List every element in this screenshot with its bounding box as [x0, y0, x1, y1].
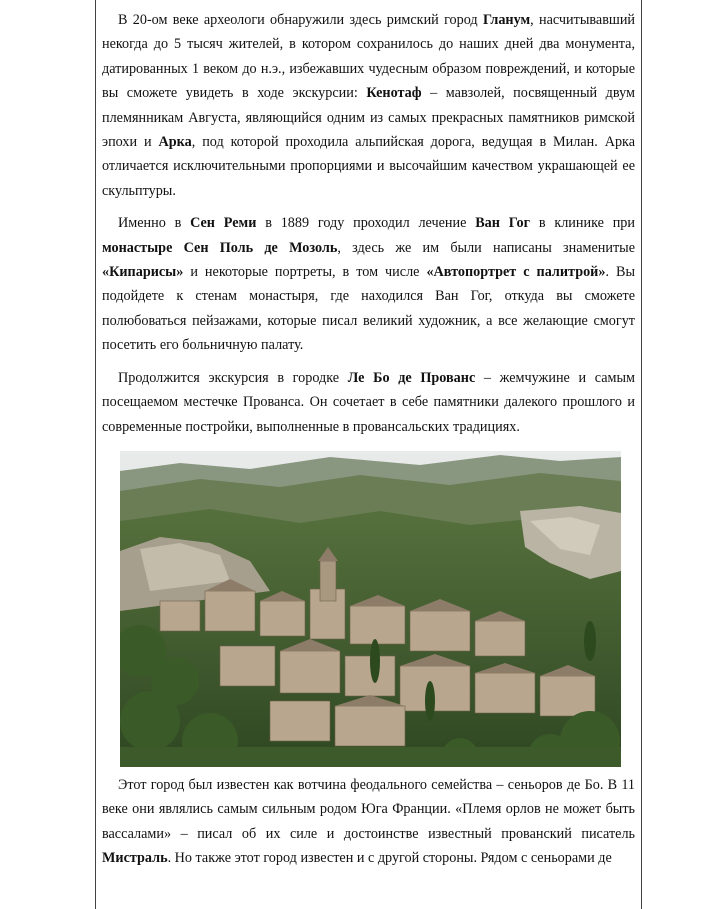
bold-term: Ван Гог [475, 215, 531, 232]
paragraph-seigneurs [102, 773, 635, 871]
text-run: , насчитывавший некогда до 5 тысяч жителей, в котором сохранилось до наших дней два монумента, датированных 1 веком до н.э., избежавших чудесным образом повреждений, и которые вы сможете увидеть в ходе экскурсии: [102, 12, 636, 102]
village-photo-image [120, 451, 621, 767]
text-run: в клинике при [530, 215, 635, 232]
paragraph-glanum [102, 8, 635, 203]
text-run: – мавзолей, посвященный двум племянникам Августа, являющийся одним из самых прекрасных памятников римской эпохи и [102, 85, 635, 151]
bold-term: Гланум [482, 12, 531, 28]
bold-term: Кенотаф [366, 85, 422, 102]
text-run: Продолжится экскурсия в городке [118, 369, 348, 386]
text-run: , под которой проходила альпийская дорога, ведущая в Милан. Арка отличается исключительными пропорциями и высочайшим качеством украшающей ее скульптуры. [102, 134, 636, 199]
bold-term: Ле Бо де Прованс [347, 369, 476, 386]
text-run: и некоторые портреты, в том числе [183, 264, 427, 281]
text-run: в 1889 году проходил лечение [256, 215, 476, 232]
paragraph-les-baux [102, 366, 635, 439]
bold-term: монастыре Сен Поль де Мозоль [102, 239, 338, 256]
text-run: . Вы подойдете к стенам монастыря, где находился Ван Гог, откуда вы сможете полюбоваться пейзажами, которые писал великий художник, а все желающие смогут посетить его больничную палату. [102, 264, 635, 354]
text-run: Этот город был известен как вотчина феодального семейства – сеньоров де Бо. В 11 веке они являлись самым сильным родом Юга Франции. «Племя орлов не может быть вассалами» – писал об их силе и достоинстве известный прованский писатель [102, 776, 635, 842]
village-photo [120, 451, 621, 767]
bold-term: «Автопортрет с палитрой» [426, 264, 606, 281]
document-page [102, 8, 635, 874]
text-run: Именно в [118, 215, 191, 232]
text-run: – жемчужине и самым посещаемом местечке Прованса. Он сочетает в себе памятники далекого прошлого и современные постройки, выполненные в провансальских традициях. [102, 369, 635, 435]
bold-term: Арка [158, 134, 192, 151]
paragraph-van-gogh [102, 211, 635, 357]
text-run: . Но также этот город известен и с другой стороны. Рядом с сеньорами де [167, 850, 612, 867]
text-run: В 20-ом веке археологи обнаружили здесь римский город [118, 12, 483, 28]
bold-term: «Кипарисы» [102, 264, 184, 281]
bold-term: Мистраль [102, 850, 168, 867]
bold-term: Сен Реми [190, 215, 257, 232]
text-run: , здесь же им были написаны знаменитые [337, 239, 635, 256]
